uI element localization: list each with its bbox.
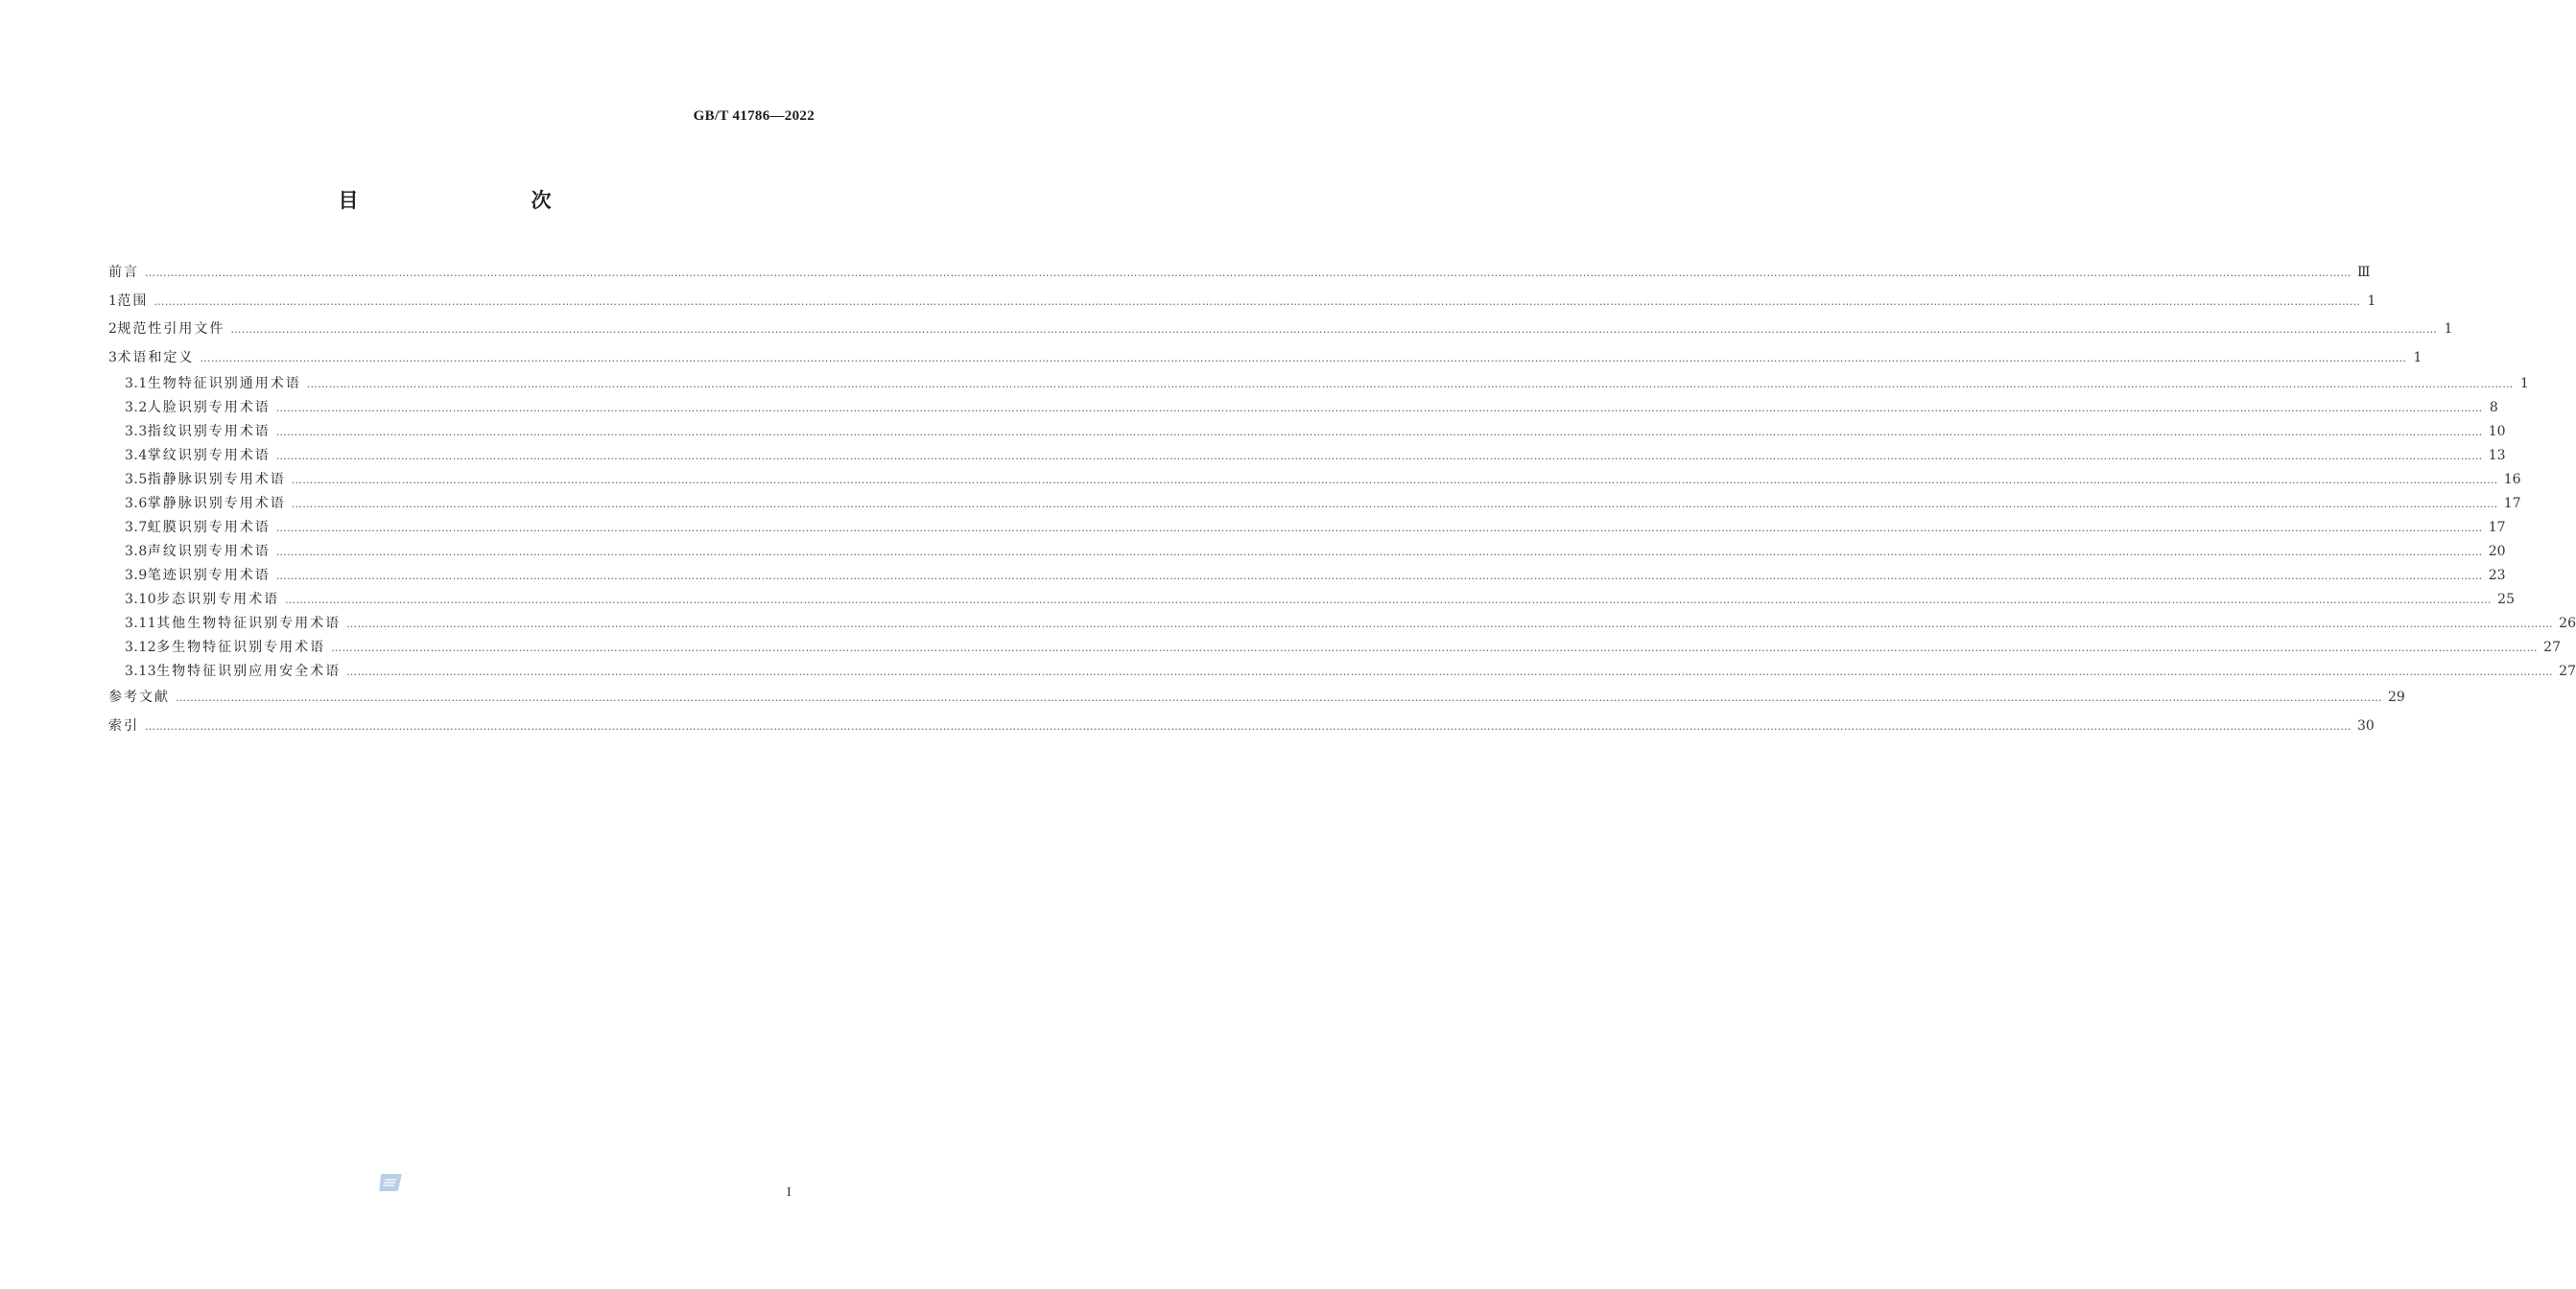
toc-entry-page: 16 (2503, 472, 2521, 487)
toc-entry-number: 3.7 (125, 520, 148, 535)
dot-leader: …………………………………………………………………………………………………………………………………………………………………………………………………………………………………………………………………………………………………………………………………………………………………………………………………………………………………………………………………………………………………………………………………………………… (145, 719, 2351, 733)
toc-entry[interactable] (108, 492, 2521, 516)
toc-entry-label: 其他生物特征识别专用术语 (156, 616, 342, 631)
toc-entry-label: 索引 (108, 717, 139, 734)
toc-entry-label: 生物特征识别通用术语 (147, 376, 301, 391)
toc-entry-number: 3.8 (125, 544, 148, 559)
toc-entry[interactable] (108, 540, 2506, 564)
toc-entry-number: 3.3 (125, 424, 148, 439)
toc-entry-page: Ⅲ (2357, 265, 2371, 280)
toc-entry-label: 多生物特征识别专用术语 (156, 640, 326, 655)
toc-entry-page: 30 (2357, 717, 2375, 734)
toc-entry-label: 参考文献 (108, 690, 170, 705)
toc-entry-page: 8 (2489, 400, 2498, 415)
toc-entry-number: 3.13 (125, 664, 157, 679)
dot-leader: …………………………………………………………………………………………………………………………………………………………………………………………………………………………………………………………………………………………………………………………………………………………………………………………………………………………………………………………………………………………………………………………………………………… (200, 351, 2407, 364)
dot-leader: …………………………………………………………………………………………………………………………………………………………………………………………………………………………………………………………………………………………………………………………………………………………………………………………………………………………………………………………………………………………………………………………………………………… (306, 378, 2514, 390)
toc-entry[interactable] (108, 684, 2405, 713)
dot-leader: …………………………………………………………………………………………………………………………………………………………………………………………………………………………………………………………………………………………………………………………………………………………………………………………………………………………………………………………………………………………………………………………………………………… (275, 402, 2483, 414)
toc-entry-number: 3 (108, 349, 118, 365)
toc-entry-page: 17 (2488, 520, 2506, 535)
toc-entry-number: 3.1 (125, 376, 148, 391)
dot-leader: …………………………………………………………………………………………………………………………………………………………………………………………………………………………………………………………………………………………………………………………………………………………………………………………………………………………………………………………………………………………………………………………………………………… (346, 666, 2554, 678)
toc-entry-label: 指纹识别专用术语 (147, 424, 271, 439)
toc-entry[interactable] (108, 588, 2515, 612)
toc-entry[interactable] (108, 420, 2506, 444)
dot-leader: …………………………………………………………………………………………………………………………………………………………………………………………………………………………………………………………………………………………………………………………………………………………………………………………………………………………………………………………………………………………………………………………………………………… (291, 498, 2498, 510)
toc-entry-label: 声纹识别专用术语 (147, 544, 271, 559)
toc-entry[interactable] (108, 564, 2506, 588)
toc-entry-number: 1 (108, 293, 118, 309)
toc-entry-page: 1 (2444, 321, 2453, 337)
toc-entry-label: 规范性引用文件 (117, 321, 225, 337)
toc-entry-label: 掌静脉识别专用术语 (147, 496, 286, 511)
toc-entry-page: 1 (2367, 293, 2376, 309)
toc-entry[interactable] (108, 612, 2576, 636)
toc-entry-number: 2 (108, 321, 118, 337)
publisher-logo-icon (378, 1172, 403, 1193)
toc-entry[interactable] (108, 316, 2453, 344)
dot-leader: …………………………………………………………………………………………………………………………………………………………………………………………………………………………………………………………………………………………………………………………………………………………………………………………………………………………………………………………………………………………………………………………………………………… (275, 426, 2483, 438)
toc-entry[interactable] (108, 288, 2376, 316)
toc-entry-number: 3.12 (125, 640, 157, 655)
toc-entry-page: 13 (2488, 448, 2506, 463)
table-of-contents (108, 259, 2576, 740)
toc-title: 目 次 (338, 189, 596, 212)
toc-entry[interactable] (108, 444, 2506, 468)
dot-leader: …………………………………………………………………………………………………………………………………………………………………………………………………………………………………………………………………………………………………………………………………………………………………………………………………………………………………………………………………………………………………………………………………………………… (176, 691, 2382, 704)
toc-entry[interactable] (108, 372, 2529, 396)
toc-entry-number: 3.11 (125, 616, 157, 631)
toc-entry-page: 1 (2519, 376, 2529, 391)
dot-leader: …………………………………………………………………………………………………………………………………………………………………………………………………………………………………………………………………………………………………………………………………………………………………………………………………………………………………………………………………………………………………………………………………………………… (285, 594, 2493, 606)
toc-entry-page: 26 (2559, 616, 2576, 631)
toc-entry-page: 27 (2543, 640, 2561, 655)
toc-entry[interactable] (108, 344, 2422, 373)
toc-entry-page: 17 (2503, 496, 2521, 511)
toc-entry[interactable] (108, 713, 2375, 741)
toc-entry[interactable] (108, 660, 2576, 684)
toc-entry-label: 虹膜识别专用术语 (147, 520, 271, 535)
dot-leader: …………………………………………………………………………………………………………………………………………………………………………………………………………………………………………………………………………………………………………………………………………………………………………………………………………………………………………………………………………………………………………………………………………………… (291, 474, 2498, 486)
toc-entry-number: 3.10 (125, 592, 157, 607)
toc-entry-number: 3.2 (125, 400, 148, 415)
dot-leader: …………………………………………………………………………………………………………………………………………………………………………………………………………………………………………………………………………………………………………………………………………………………………………………………………………………………………………………………………………………………………………………………………………………… (154, 294, 2361, 308)
toc-entry-page: 10 (2488, 424, 2506, 439)
dot-leader: …………………………………………………………………………………………………………………………………………………………………………………………………………………………………………………………………………………………………………………………………………………………………………………………………………………………………………………………………………………………………………………………………………………… (145, 267, 2351, 279)
toc-entry-label: 掌纹识别专用术语 (147, 448, 271, 463)
dot-leader: …………………………………………………………………………………………………………………………………………………………………………………………………………………………………………………………………………………………………………………………………………………………………………………………………………………………………………………………………………………………………………………………………………………… (275, 522, 2483, 534)
toc-entry[interactable] (108, 468, 2521, 492)
toc-entry[interactable] (108, 516, 2506, 540)
toc-entry-label: 生物特征识别应用安全术语 (156, 664, 342, 679)
toc-entry-label: 术语和定义 (117, 349, 195, 365)
toc-entry-page: 29 (2388, 690, 2405, 705)
toc-entry[interactable] (108, 259, 2371, 288)
dot-leader: …………………………………………………………………………………………………………………………………………………………………………………………………………………………………………………………………………………………………………………………………………………………………………………………………………………………………………………………………………………………………………………………………………………… (275, 570, 2483, 582)
toc-entry[interactable] (108, 636, 2561, 660)
toc-entry-page: 27 (2559, 664, 2576, 679)
dot-leader: …………………………………………………………………………………………………………………………………………………………………………………………………………………………………………………………………………………………………………………………………………………………………………………………………………………………………………………………………………………………………………………………………………………… (346, 618, 2554, 630)
dot-leader: …………………………………………………………………………………………………………………………………………………………………………………………………………………………………………………………………………………………………………………………………………………………………………………………………………………………………………………………………………………………………………………………………………………… (275, 546, 2483, 558)
toc-entry-page: 25 (2497, 592, 2515, 607)
toc-entry-number: 3.5 (125, 472, 148, 487)
toc-entry[interactable] (108, 396, 2498, 420)
toc-entry-number: 3.6 (125, 496, 148, 511)
dot-leader: …………………………………………………………………………………………………………………………………………………………………………………………………………………………………………………………………………………………………………………………………………………………………………………………………………………………………………………………………………………………………………………………………………………… (275, 450, 2483, 462)
page-number: I (787, 1185, 792, 1200)
toc-entry-number: 3.9 (125, 568, 148, 583)
toc-entry-label: 指静脉识别专用术语 (147, 472, 286, 487)
toc-entry-page: 23 (2488, 568, 2506, 583)
toc-entry-label: 笔迹识别专用术语 (147, 568, 271, 583)
toc-entry-label: 范围 (117, 293, 149, 309)
document-code: GB/T 41786—2022 (693, 108, 815, 124)
toc-entry-page: 1 (2413, 349, 2422, 365)
toc-entry-label: 前言 (108, 265, 139, 280)
toc-entry-label: 步态识别专用术语 (156, 592, 280, 607)
dot-leader: …………………………………………………………………………………………………………………………………………………………………………………………………………………………………………………………………………………………………………………………………………………………………………………………………………………………………………………………………………………………………………………………………………………… (331, 642, 2539, 654)
toc-entry-label: 人脸识别专用术语 (147, 400, 271, 415)
toc-entry-page: 20 (2488, 544, 2506, 559)
toc-entry-number: 3.4 (125, 448, 148, 463)
dot-leader: …………………………………………………………………………………………………………………………………………………………………………………………………………………………………………………………………………………………………………………………………………………………………………………………………………………………………………………………………………………………………………………………………………………… (230, 323, 2438, 336)
